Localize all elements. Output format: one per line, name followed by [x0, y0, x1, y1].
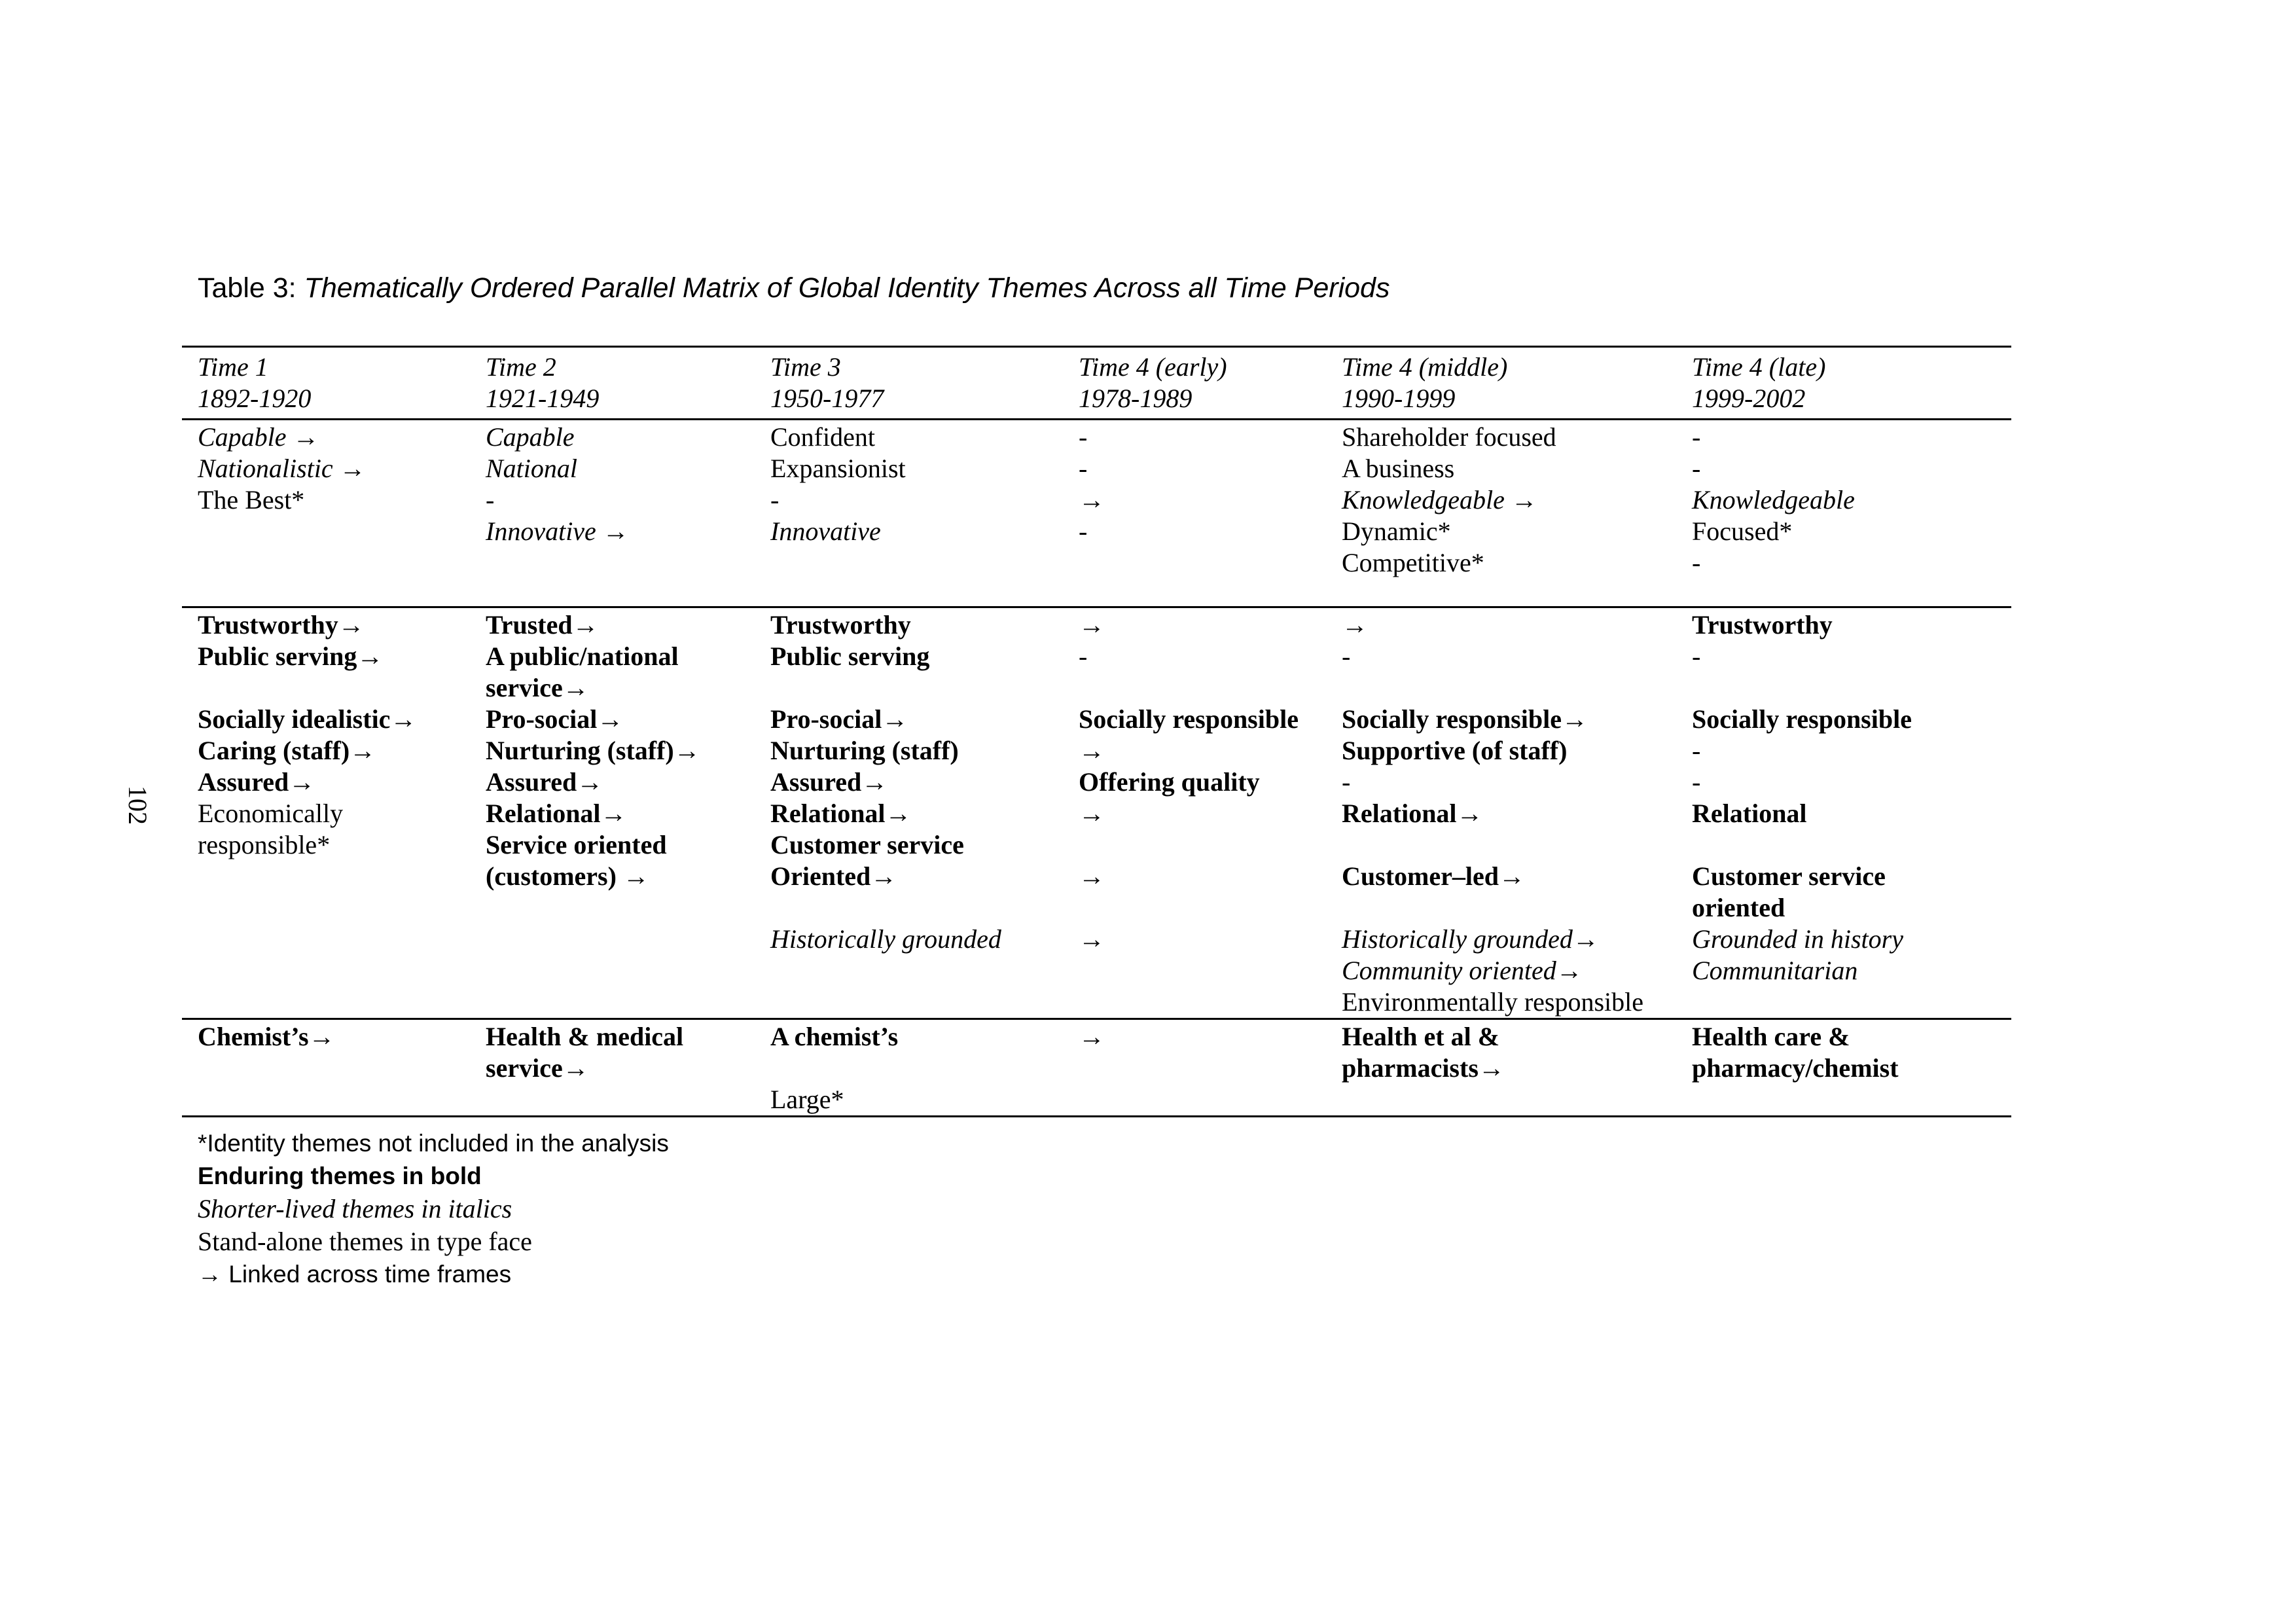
- table-cell: [470, 609, 755, 1018]
- table-cell: [1063, 1021, 1326, 1115]
- header-period: Time 3: [770, 352, 841, 382]
- theme-entry: Pro-social→: [770, 704, 908, 734]
- theme-entry: Dynamic*: [1342, 516, 1451, 546]
- theme-entry: Health & medical: [486, 1022, 684, 1051]
- note-line: Enduring themes in bold: [198, 1163, 482, 1189]
- theme-entry: -: [1692, 641, 1701, 671]
- theme-entry: A chemist’s: [770, 1022, 899, 1051]
- table-cell: [470, 422, 755, 579]
- theme-entry: Relational→: [770, 799, 912, 828]
- theme-entry: Offering quality: [1079, 767, 1260, 797]
- theme-entry: Innovative: [770, 516, 881, 546]
- theme-entry: Socially idealistic→: [198, 704, 417, 734]
- theme-entry: Trustworthy: [770, 610, 911, 640]
- theme-entry: -: [1692, 736, 1701, 765]
- theme-entry: Socially responsible: [1692, 704, 1912, 734]
- table-cell: [1676, 422, 2011, 579]
- theme-entry: [1342, 829, 1670, 861]
- theme-entry: Service oriented: [486, 830, 667, 859]
- theme-entry: Customer service: [770, 830, 964, 859]
- caption-title: Thematically Ordered Parallel Matrix of Global Identity Themes Across all Time Periods: [304, 272, 1390, 304]
- header-years: 1950-1977: [770, 384, 884, 413]
- theme-entry: Socially responsible: [1079, 704, 1299, 734]
- theme-entry: Large*: [770, 1085, 844, 1114]
- theme-entry: Community oriented→: [1342, 956, 1583, 985]
- theme-entry: -: [1079, 454, 1088, 483]
- caption-label: Table 3:: [198, 272, 304, 304]
- theme-entry: Shareholder focused: [1342, 422, 1556, 452]
- band-row: [182, 1021, 2011, 1115]
- table-cell: [1063, 422, 1326, 579]
- theme-entry: Relational→: [1342, 799, 1483, 828]
- theme-entry: -: [1079, 641, 1088, 671]
- table-caption: [198, 268, 1390, 308]
- theme-entry: Trustworthy: [1692, 610, 1833, 640]
- theme-entry: -: [1079, 516, 1088, 546]
- theme-entry: Assured→: [770, 767, 888, 797]
- header-cell-time-2: [470, 352, 755, 414]
- theme-entry: oriented: [1692, 893, 1785, 922]
- theme-entry: Capable →: [198, 422, 319, 452]
- table-cell: [1063, 609, 1326, 1018]
- identity-themes-table: [182, 346, 2011, 1117]
- band-row: [182, 422, 2011, 579]
- theme-entry: →: [1079, 924, 1105, 954]
- theme-entry: →: [1079, 736, 1105, 765]
- theme-entry: Nationalistic →: [198, 454, 366, 483]
- theme-entry: Grounded in history: [1692, 924, 1903, 954]
- theme-entry: -: [1342, 641, 1351, 671]
- theme-entry: Assured→: [486, 767, 603, 797]
- header-years: 1978-1989: [1079, 384, 1193, 413]
- theme-entry: Health care &: [1692, 1022, 1850, 1051]
- theme-entry: service→: [486, 673, 589, 702]
- theme-entry: [1342, 672, 1670, 704]
- theme-entry: Capable: [486, 422, 575, 452]
- theme-entry: Customer–led→: [1342, 861, 1525, 891]
- page-number: 102: [123, 785, 152, 825]
- theme-entry: →: [1079, 485, 1105, 514]
- theme-entry: →: [1079, 861, 1105, 891]
- theme-entry: Environmentally responsible: [1342, 987, 1644, 1017]
- table-cell: [182, 609, 470, 1018]
- table-cell: [182, 422, 470, 579]
- theme-entry: Nurturing (staff)→: [486, 736, 700, 765]
- table-cell: [1676, 1021, 2011, 1115]
- header-cell-time-4-late: [1676, 352, 2011, 414]
- table-cell: [1326, 1021, 1676, 1115]
- theme-entry: Pro-social→: [486, 704, 624, 734]
- theme-entry: pharmacy/chemist: [1692, 1053, 1899, 1083]
- theme-entry: Chemist’s→: [198, 1022, 335, 1051]
- header-period: Time 4 (middle): [1342, 352, 1508, 382]
- theme-entry: [1079, 672, 1319, 704]
- theme-entry: [770, 892, 1056, 924]
- theme-entry: Knowledgeable: [1692, 485, 1855, 514]
- theme-band-health: [182, 1018, 2011, 1117]
- table-cell: [1326, 422, 1676, 579]
- theme-entry: Relational→: [486, 799, 627, 828]
- theme-entry: Supportive (of staff): [1342, 736, 1568, 765]
- theme-entry: →: [1079, 799, 1105, 828]
- header-years: 1999-2002: [1692, 384, 1806, 413]
- theme-entry: [770, 672, 1056, 704]
- theme-entry: responsible*: [198, 830, 331, 859]
- theme-entry: -: [1692, 548, 1701, 577]
- theme-entry: Expansionist: [770, 454, 906, 483]
- theme-entry: The Best*: [198, 485, 305, 514]
- table-cell: [755, 422, 1063, 579]
- theme-entry: [1079, 892, 1319, 924]
- header-years: 1921-1949: [486, 384, 600, 413]
- theme-entry: -: [1692, 422, 1701, 452]
- theme-entry: Knowledgeable →: [1342, 485, 1537, 514]
- theme-entry: →: [1079, 1022, 1105, 1051]
- table-cell: [755, 609, 1063, 1018]
- theme-band-capability: [182, 418, 2011, 606]
- theme-entry: Customer service: [1692, 861, 1886, 891]
- header-years: 1990-1999: [1342, 384, 1456, 413]
- header-period: Time 4 (late): [1692, 352, 1826, 382]
- theme-entry: Economically: [198, 799, 344, 828]
- theme-entry: [1342, 892, 1670, 924]
- theme-entry: Trusted→: [486, 610, 599, 640]
- theme-entry: service→: [486, 1053, 589, 1083]
- table-header: [182, 346, 2011, 418]
- theme-entry: Innovative →: [486, 516, 629, 546]
- note-line: → Linked across time frames: [198, 1261, 512, 1288]
- header-cell-time-4-early: [1063, 352, 1326, 414]
- note-line: Shorter-lived themes in italics: [198, 1194, 512, 1223]
- theme-entry: Caring (staff)→: [198, 736, 376, 765]
- table-cell: [1676, 609, 2011, 1018]
- theme-entry: Historically grounded→: [1342, 924, 1599, 954]
- header-cell-time-3: [755, 352, 1063, 414]
- theme-entry: [1692, 672, 2005, 704]
- header-years: 1892-1920: [198, 384, 312, 413]
- theme-entry: [770, 1053, 1056, 1084]
- theme-entry: [198, 672, 463, 704]
- theme-entry: -: [1692, 454, 1701, 483]
- note-line: Stand-alone themes in type face: [198, 1227, 532, 1256]
- header-period: Time 2: [486, 352, 556, 382]
- theme-entry: [1692, 829, 2005, 861]
- theme-entry: Public serving→: [198, 641, 384, 671]
- table-cell: [1326, 609, 1676, 1018]
- note-line: *Identity themes not included in the analysis: [198, 1130, 669, 1157]
- theme-entry: [1079, 829, 1319, 861]
- theme-entry: Historically grounded: [770, 924, 1001, 954]
- band-row: [182, 609, 2011, 1018]
- theme-entry: A public/national: [486, 641, 679, 671]
- theme-entry: -: [1692, 767, 1701, 797]
- theme-entry: Communitarian: [1692, 956, 1858, 985]
- theme-entry: Health et al &: [1342, 1022, 1500, 1051]
- table-notes: [198, 1127, 669, 1291]
- table-cell: [755, 1021, 1063, 1115]
- theme-entry: Focused*: [1692, 516, 1793, 546]
- table-cell: [470, 1021, 755, 1115]
- header-cell-time-4-middle: [1326, 352, 1676, 414]
- theme-entry: -: [770, 485, 780, 514]
- theme-entry: Nurturing (staff): [770, 736, 959, 765]
- theme-entry: →: [1079, 610, 1105, 640]
- theme-entry: (customers) →: [486, 861, 649, 891]
- theme-entry: Relational: [1692, 799, 1807, 828]
- theme-band-enduring: [182, 606, 2011, 1018]
- theme-entry: -: [486, 485, 495, 514]
- table-cell: [182, 1021, 470, 1115]
- header-period: Time 4 (early): [1079, 352, 1227, 382]
- theme-entry: Public serving: [770, 641, 930, 671]
- theme-entry: pharmacists→: [1342, 1053, 1505, 1083]
- theme-entry: Assured→: [198, 767, 315, 797]
- theme-entry: Oriented→: [770, 861, 897, 891]
- header-cell-time-1: [182, 352, 470, 414]
- theme-entry: Confident: [770, 422, 875, 452]
- theme-entry: Socially responsible→: [1342, 704, 1588, 734]
- theme-entry: →: [1342, 610, 1368, 640]
- theme-entry: A business: [1342, 454, 1455, 483]
- theme-entry: -: [1342, 767, 1351, 797]
- theme-entry: Competitive*: [1342, 548, 1484, 577]
- theme-entry: National: [486, 454, 578, 483]
- theme-entry: Trustworthy→: [198, 610, 365, 640]
- theme-entry: -: [1079, 422, 1088, 452]
- header-period: Time 1: [198, 352, 268, 382]
